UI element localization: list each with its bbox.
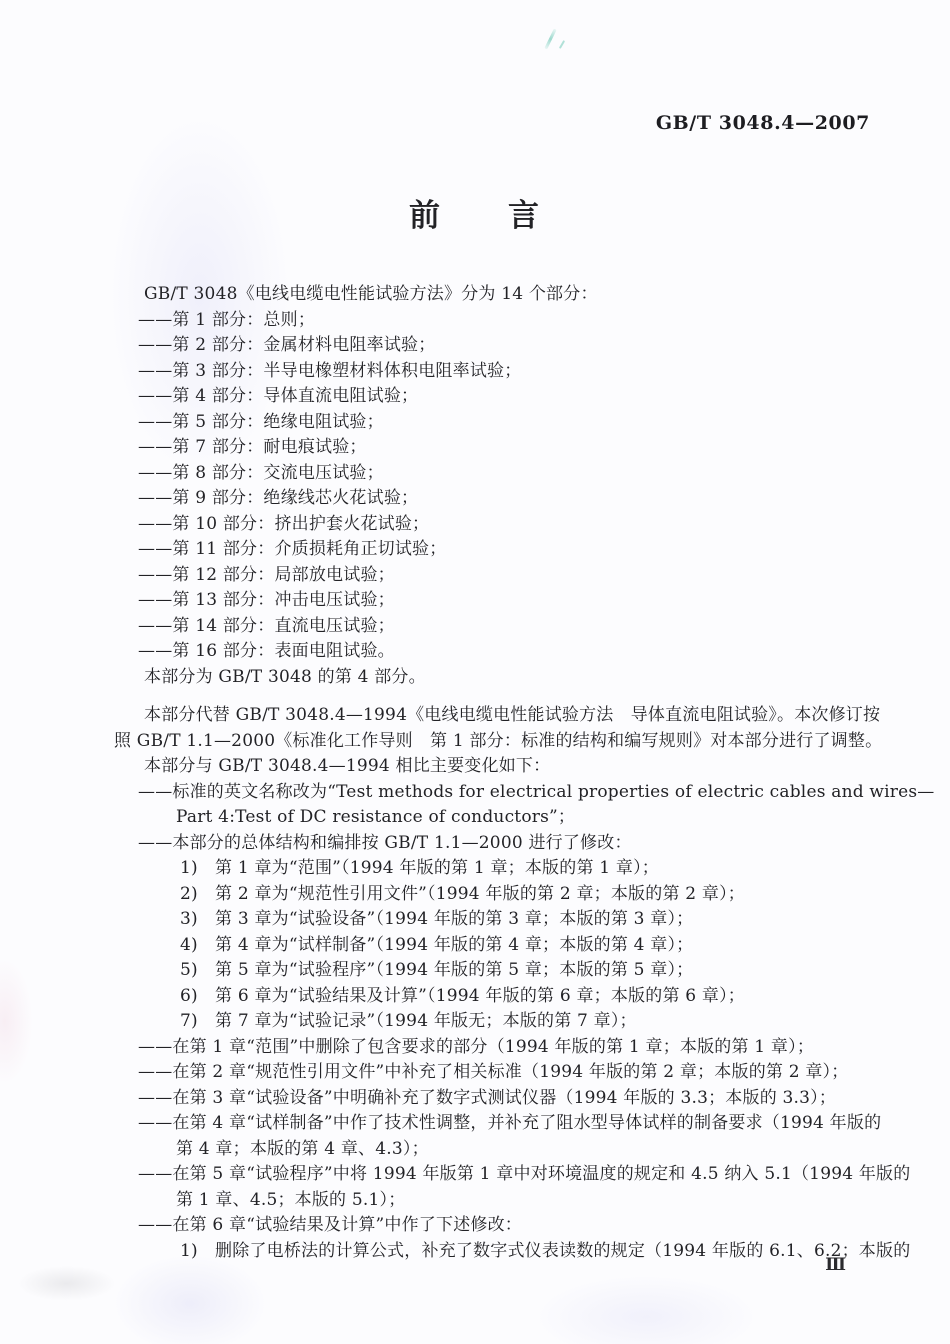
text-line: ——第 3 部分：半导电橡塑材料体积电阻率试验； bbox=[138, 360, 522, 381]
text-line: ——在第 5 章“试验程序”中将 1994 年版第 1 章中对环境温度的规定和 4.5 纳入 5.1（1994 年版的 bbox=[138, 1164, 911, 1184]
page-title: 前 言 bbox=[409, 198, 541, 234]
text-line: GB/T 3048《电线电缆电性能试验方法》分为 14 个部分： bbox=[144, 284, 598, 304]
scan-artifact-mark bbox=[544, 28, 556, 49]
text-line: ——第 5 部分：绝缘电阻试验； bbox=[138, 411, 384, 432]
text-line: ——第 2 部分：金属材料电阻率试验； bbox=[138, 335, 436, 355]
text-line: ——第 8 部分：交流电压试验； bbox=[138, 462, 384, 483]
text-line: 7) 第 7 章为“试验记录”（1994 年版无；本版的第 7 章）； bbox=[180, 1011, 637, 1031]
text-line: 第 1 章、4.5；本版的 5.1）； bbox=[176, 1189, 406, 1210]
text-line: 2) 第 2 章为“规范性引用文件”（1994 年版的第 2 章；本版的第 2 章）； bbox=[180, 883, 745, 904]
text-line: ——标准的英文名称改为“Test methods for electrical properties of electric cables and wires— bbox=[138, 781, 935, 802]
text-line: ——第 14 部分：直流电压试验； bbox=[138, 615, 395, 636]
text-line: ——第 16 部分：表面电阻试验。 bbox=[138, 641, 395, 661]
text-line: ——第 12 部分：局部放电试验； bbox=[138, 564, 395, 585]
text-line: 本部分与 GB/T 3048.4—1994 相比主要变化如下： bbox=[144, 756, 551, 776]
scan-artifact-mark bbox=[559, 40, 565, 49]
text-line: ——第 4 部分：导体直流电阻试验； bbox=[138, 386, 419, 406]
text-line: 6) 第 6 章为“试验结果及计算”（1994 年版的第 6 章；本版的第 6 章）； bbox=[180, 985, 745, 1006]
text-line: ——第 10 部分：挤出护套火花试验； bbox=[138, 513, 430, 534]
page-number: Ⅲ bbox=[825, 1255, 846, 1275]
text-line: 本部分为 GB/T 3048 的第 4 部分。 bbox=[144, 666, 426, 687]
text-line: ——在第 2 章“规范性引用文件”中补充了相关标准（1994 年版的第 2 章；本版的第 2 章）； bbox=[138, 1062, 849, 1082]
text-line: 4) 第 4 章为“试样制备”（1994 年版的第 4 章；本版的第 4 章）； bbox=[180, 934, 694, 955]
text-line: ——在第 4 章“试样制备”中作了技术性调整，并补充了阻水型导体试样的制备要求（1994 年版的 bbox=[138, 1113, 882, 1133]
text-line: ——第 13 部分：冲击电压试验； bbox=[138, 590, 395, 610]
text-line: ——第 1 部分：总则； bbox=[138, 309, 316, 330]
text-line: 5) 第 5 章为“试验程序”（1994 年版的第 5 章；本版的第 5 章）； bbox=[180, 960, 694, 980]
text-line: ——第 11 部分：介质损耗角正切试验； bbox=[138, 539, 447, 559]
text-line: 1) 删除了电桥法的计算公式，补充了数字式仪表读数的规定（1994 年版的 6.1、6.2；本版的 bbox=[180, 1240, 911, 1261]
text-line: 第 4 章；本版的第 4 章、4.3）； bbox=[176, 1138, 429, 1159]
text-line: 3) 第 3 章为“试验设备”（1994 年版的第 3 章；本版的第 3 章）； bbox=[180, 909, 694, 929]
text-line: 照 GB/T 1.1—2000《标准化工作导则 第 1 部分：标准的结构和编写规则》对本部分进行了调整。 bbox=[114, 730, 883, 751]
text-line: 1) 第 1 章为“范围”（1994 年版的第 1 章；本版的第 1 章）； bbox=[180, 858, 659, 878]
foreword-body bbox=[114, 282, 935, 1264]
text-line: ——在第 3 章“试验设备”中明确补充了数字式测试仪器（1994 年版的 3.3；本版的 3.3）； bbox=[138, 1087, 837, 1108]
text-line: ——第 9 部分：绝缘线芯火花试验； bbox=[138, 488, 419, 508]
text-line: ——在第 1 章“范围”中删除了包含要求的部分（1994 年版的第 1 章；本版的第 1 章）； bbox=[138, 1036, 815, 1057]
standard-number: GB/T 3048.4—2007 bbox=[655, 112, 870, 134]
text-line: ——在第 6 章“试验结果及计算”中作了下述修改： bbox=[138, 1215, 523, 1235]
text-line: ——本部分的总体结构和编排按 GB/T 1.1—2000 进行了修改： bbox=[138, 832, 632, 853]
text-line: Part 4:Test of DC resistance of conductors”； bbox=[176, 807, 576, 827]
text-line: 本部分代替 GB/T 3048.4—1994《电线电缆电性能试验方法 导体直流电阻试验》。本次修订按 bbox=[144, 705, 881, 725]
text-line: ——第 7 部分：耐电痕试验； bbox=[138, 437, 367, 457]
